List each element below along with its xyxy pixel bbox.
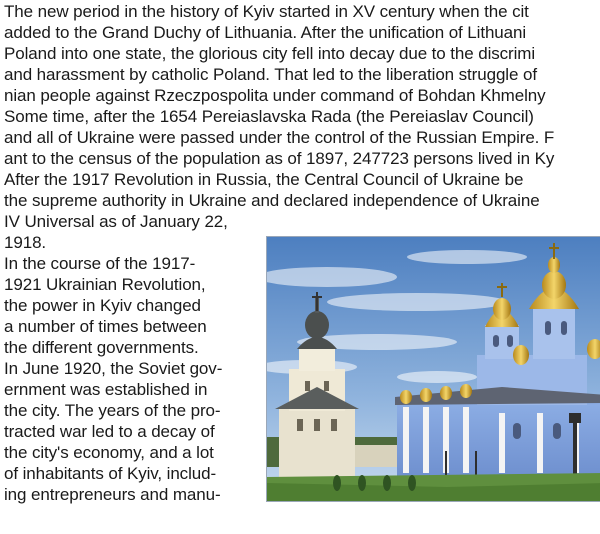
text-line: In June 1920, the Soviet gov- (4, 359, 223, 378)
text-line: Poland into one state, the glorious city fell into decay due to the discrimi (4, 44, 536, 63)
text-line: nian people against Rzeczpospolita under command of Bohdan Khmelny (4, 86, 546, 105)
text-line: 1921 Ukrainian Revolution, (4, 275, 206, 294)
text-line: and all of Ukraine were passed under the control of the Russian Empire. F (4, 128, 555, 147)
text-line: of inhabitants of Kyiv, includ- (4, 464, 217, 483)
text-line: the city's economy, and a lot (4, 443, 214, 462)
text-line: the different governments. (4, 338, 199, 357)
text-line: Some time, after the 1654 Pereiaslavska Rada (the Pereiaslav Council) (4, 107, 534, 126)
text-line: IV Universal as of January 22, (4, 212, 228, 231)
text-line: tracted war led to a decay of (4, 422, 215, 441)
monastery-photo (266, 236, 600, 502)
text-line: the city. The years of the pro- (4, 401, 221, 420)
text-line: the power in Kyiv changed (4, 296, 201, 315)
text-line: The new period in the history of Kyiv started in XV century when the cit (4, 2, 529, 21)
text-line: ernment was established in (4, 380, 208, 399)
text-line: added to the Grand Duchy of Lithuania. After the unification of Lithuani (4, 23, 527, 42)
text-line: After the 1917 Revolution in Russia, the Central Council of Ukraine be (4, 170, 524, 189)
text-line: In the course of the 1917- (4, 254, 196, 273)
text-line: ing entrepreneurs and manu- (4, 485, 221, 504)
text-line: 1918. (4, 233, 47, 252)
text-line: the supreme authority in Ukraine and declared independence of Ukraine (4, 191, 540, 210)
text-line: ant to the census of the population as of 1897, 247723 persons lived in Ky (4, 149, 555, 168)
text-line: a number of times between (4, 317, 207, 336)
text-line: and harassment by catholic Poland. That led to the liberation struggle of (4, 65, 537, 84)
